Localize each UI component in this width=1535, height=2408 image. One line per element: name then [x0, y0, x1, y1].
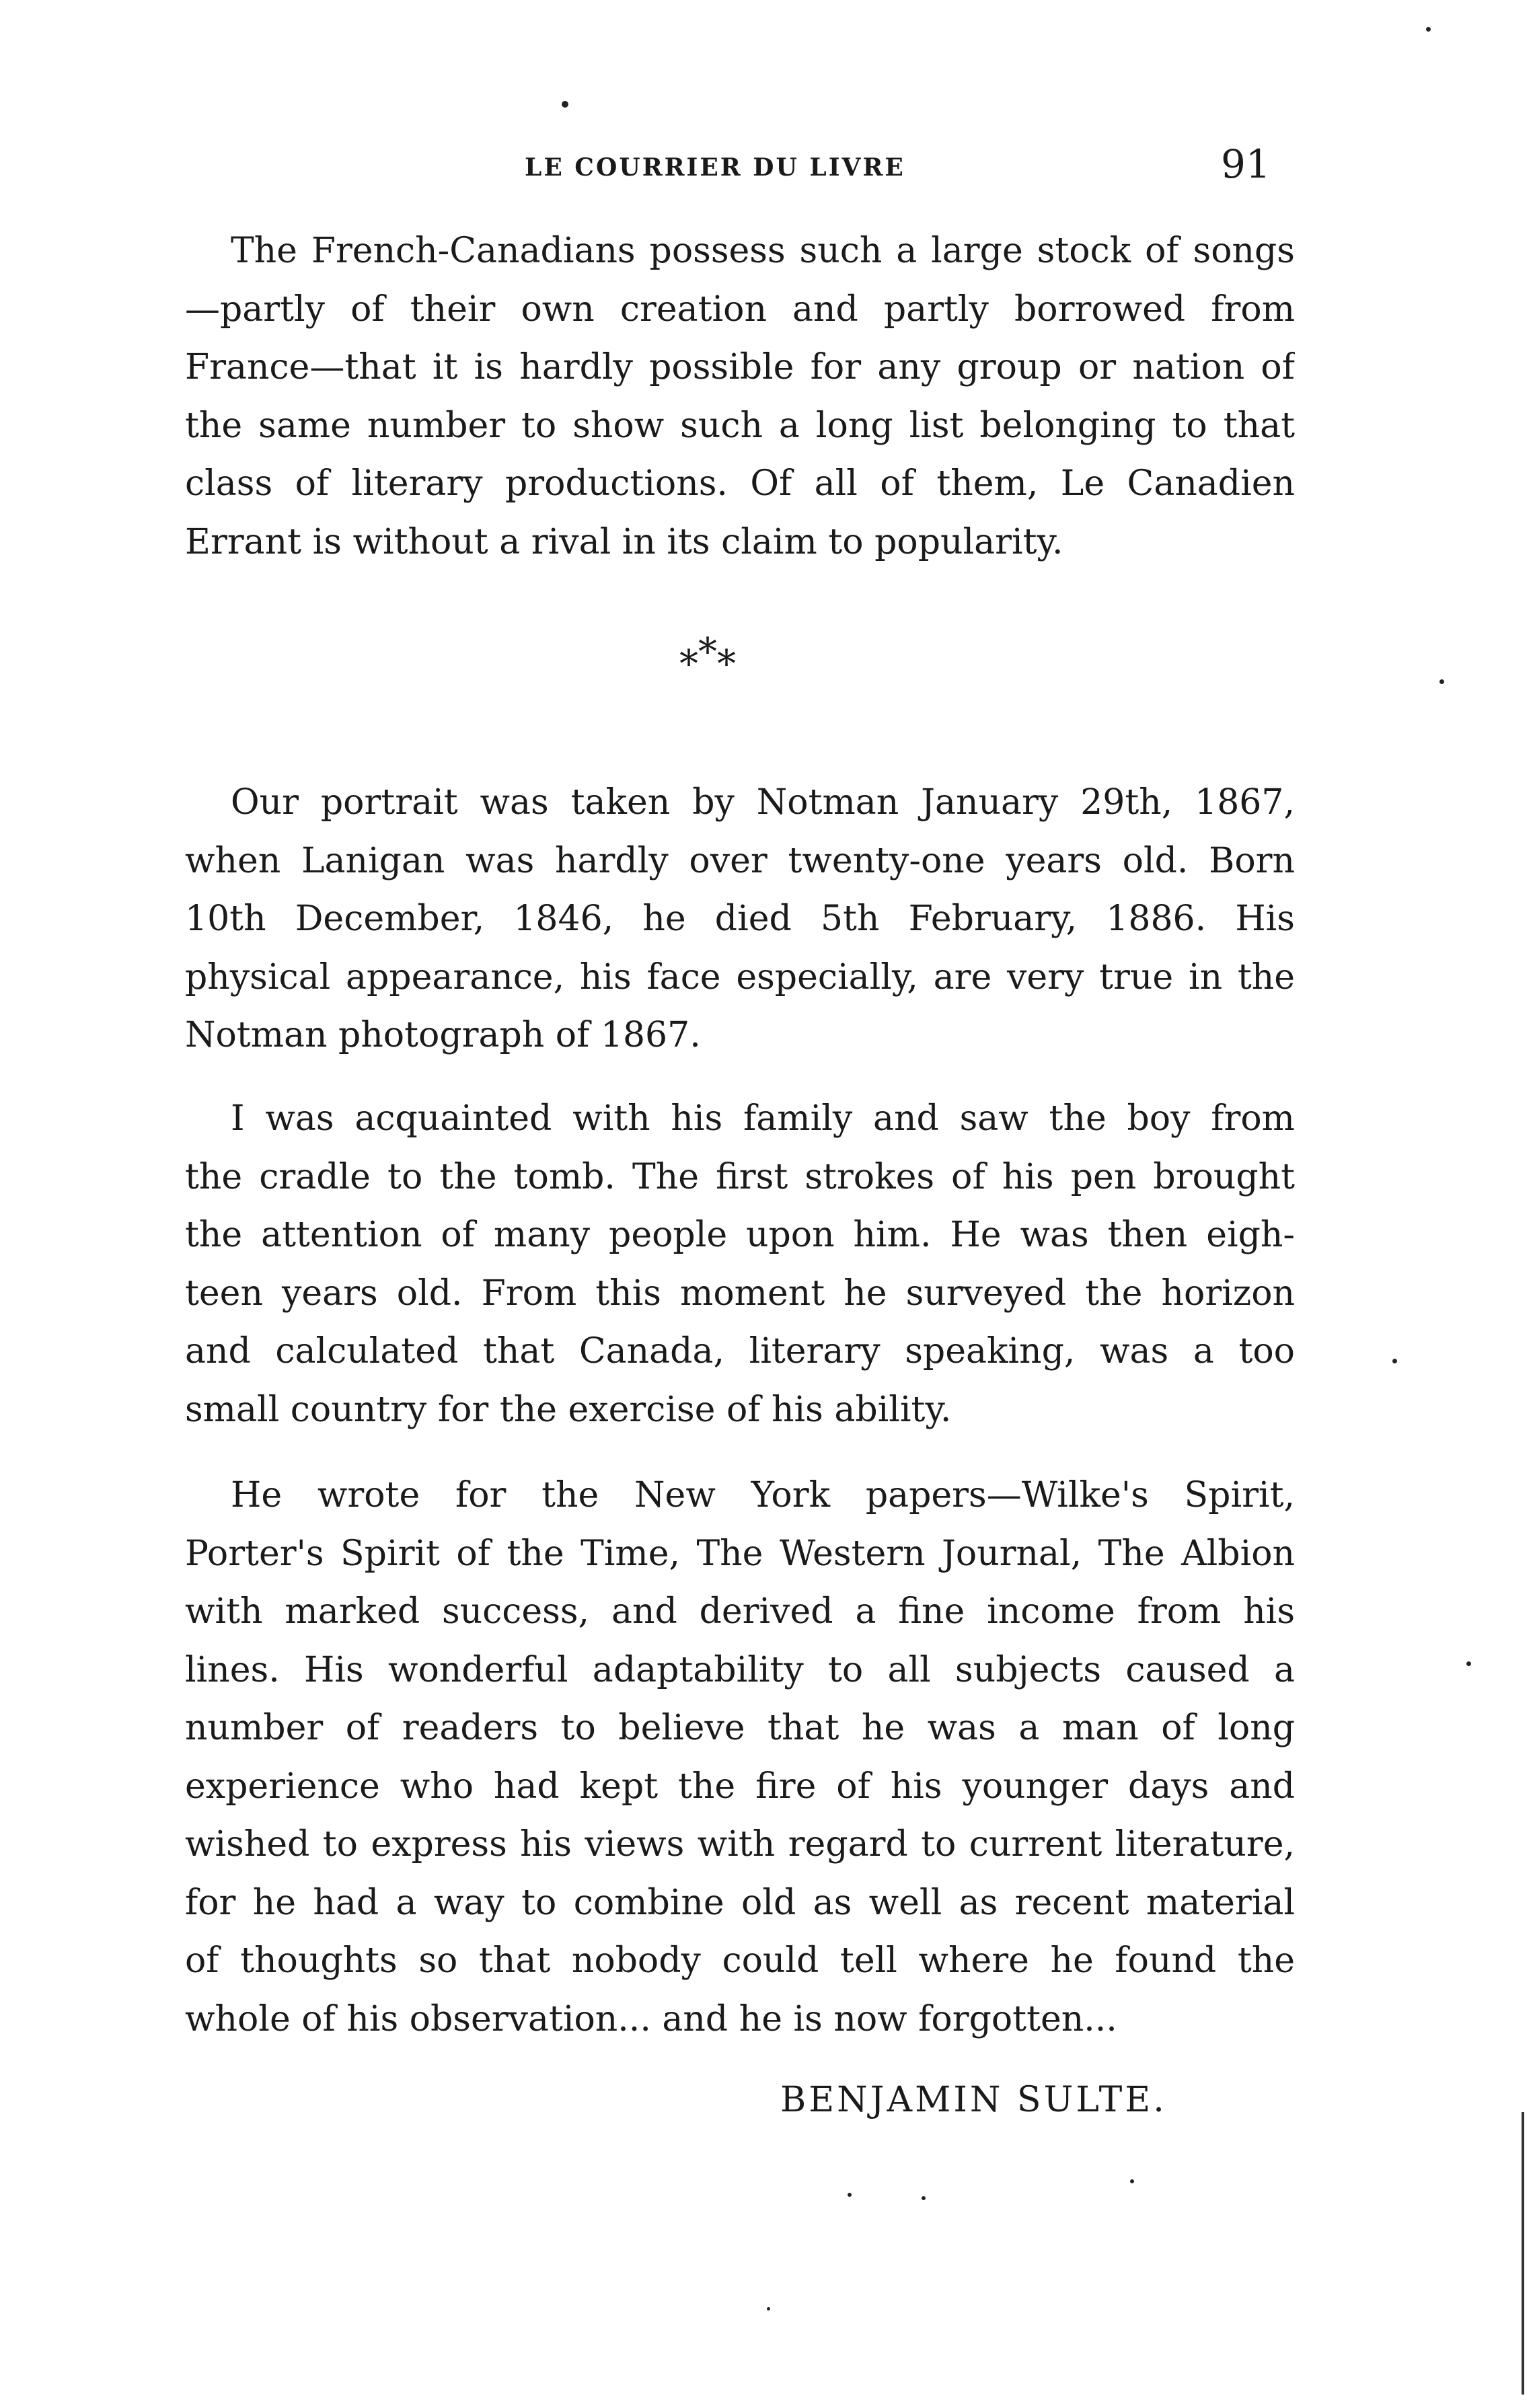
text-line: lines. His wonderful adaptability to all subjects caused a — [185, 1649, 1295, 1690]
scan-speck — [1439, 679, 1444, 684]
scan-speck — [767, 2307, 770, 2310]
paragraph-new-york-papers — [185, 1466, 1295, 2048]
page-number: 91 — [1221, 141, 1271, 187]
scan-speck — [1426, 27, 1431, 32]
paragraph-portrait — [185, 774, 1295, 1065]
scan-speck — [562, 101, 568, 108]
text-line: the attention of many people upon him. He was then eigh- — [185, 1215, 1295, 1255]
text-line: I was acquainted with his family and saw the boy from — [231, 1098, 1295, 1139]
text-line: the same number to show such a long list belonging to that — [185, 405, 1295, 446]
scan-speck — [1130, 2179, 1134, 2183]
asterisk: * — [698, 630, 717, 674]
text-line: He wrote for the New York papers—Wilke's Spirit, — [231, 1475, 1295, 1515]
text-line: number of readers to believe that he was a man of long — [185, 1708, 1295, 1748]
paragraph-songs — [185, 222, 1295, 571]
text-line: small country for the exercise of his ability. — [185, 1389, 952, 1430]
text-line: of thoughts so that nobody could tell where he found the — [185, 1941, 1295, 1981]
text-line: France—that it is hardly possible for any group or nation of — [185, 347, 1295, 387]
text-line: The French-Canadians possess such a large stock of songs — [231, 231, 1295, 271]
author-signature: BENJAMIN SULTE. — [780, 2080, 1167, 2120]
text-line: when Lanigan was hardly over twenty-one years old. Born — [185, 840, 1295, 881]
text-line: the cradle to the tomb. The first strokes of his pen brought — [185, 1156, 1295, 1197]
text-line: experience who had kept the fire of his younger days and — [185, 1766, 1295, 1807]
scan-speck — [1392, 1359, 1397, 1363]
scan-speck — [1466, 1661, 1471, 1666]
text-line: class of literary productions. Of all of them, Le Canadien — [185, 463, 1295, 504]
text-line: 10th December, 1846, he died 5th February, 1886. His — [185, 899, 1295, 939]
text-line: Errant is without a rival in its claim to popularity. — [185, 521, 1063, 562]
text-line: with marked success, and derived a fine income from his — [185, 1591, 1295, 1632]
text-line: whole of his observation... and he is now forgotten... — [185, 1998, 1117, 2039]
page-edge-mark — [1522, 2112, 1524, 2395]
asterisk: * — [717, 642, 736, 686]
asterism-divider — [679, 630, 736, 686]
text-line: wished to express his views with regard to current literature, — [185, 1824, 1295, 1865]
asterisk: * — [679, 642, 698, 686]
scan-speck — [848, 2193, 852, 2197]
scan-speck — [922, 2196, 926, 2200]
text-line: Notman photograph of 1867. — [185, 1015, 701, 1055]
text-line: physical appearance, his face especially, are very true in the — [185, 956, 1295, 998]
running-title: LE COURRIER DU LIVRE — [525, 153, 905, 182]
text-line: teen years old. From this moment he surveyed the horizon — [185, 1273, 1295, 1314]
text-line: for he had a way to combine old as well as recent material — [185, 1882, 1295, 1923]
text-line: Our portrait was taken by Notman January 29th, 1867, — [231, 782, 1295, 823]
text-line: Porter's Spirit of the Time, The Western Journal, The Albion — [185, 1533, 1295, 1574]
text-line: —partly of their own creation and partly borrowed from — [185, 289, 1295, 330]
text-line: and calculated that Canada, literary speaking, was a too — [185, 1331, 1295, 1371]
paragraph-acquainted — [185, 1090, 1295, 1439]
